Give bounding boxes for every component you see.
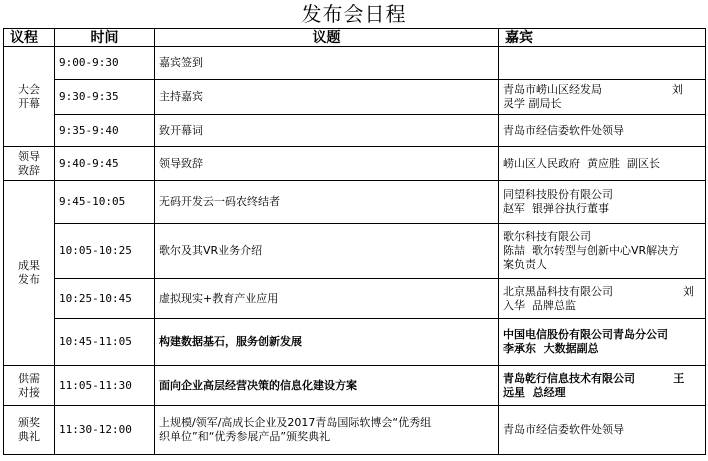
topic-cell: 构建数据基石，服务创新发展 bbox=[155, 319, 499, 366]
time-cell: 9:35-9:40 bbox=[55, 115, 155, 147]
guest-line: 李承东 大数据副总 bbox=[503, 342, 599, 355]
guest-cell bbox=[499, 406, 706, 455]
header-time: 时间 bbox=[55, 29, 155, 47]
guest-line: 远星 总经理 bbox=[503, 385, 566, 399]
session-label: 供需 bbox=[18, 371, 40, 385]
session-label: 领导 bbox=[18, 149, 40, 163]
guest-line: 案负责人 bbox=[503, 258, 547, 271]
guest-cell bbox=[499, 80, 706, 115]
guest-line: 同望科技股份有限公司 bbox=[503, 188, 613, 201]
header-topic: 议题 bbox=[155, 29, 499, 47]
session-label: 典礼 bbox=[18, 430, 40, 443]
table-header-row bbox=[4, 29, 706, 47]
topic-cell: 歌尔及其VR业务介绍 bbox=[155, 224, 499, 279]
guest-cell bbox=[499, 224, 706, 279]
session-cell bbox=[4, 406, 55, 455]
session-label: 颁奖 bbox=[18, 416, 40, 429]
table-row bbox=[4, 319, 706, 366]
session-cell bbox=[4, 181, 55, 366]
session-label: 发布 bbox=[18, 273, 40, 286]
time-cell: 9:30-9:35 bbox=[55, 80, 155, 115]
session-label: 成果 bbox=[18, 259, 40, 272]
guest-cell bbox=[499, 319, 706, 366]
session-label: 开幕 bbox=[18, 96, 40, 110]
table-row bbox=[4, 366, 706, 406]
topic-line: 织单位”和“优秀参展产品”颁奖典礼 bbox=[159, 430, 331, 443]
time-cell: 11:30-12:00 bbox=[55, 406, 155, 455]
guest-line: 陈喆 歌尔转型与创新中心VR解决方 bbox=[503, 244, 680, 257]
table-row bbox=[4, 80, 706, 115]
topic-cell: 无码开发云一码农终结者 bbox=[155, 181, 499, 224]
time-cell: 10:25-10:45 bbox=[55, 279, 155, 319]
topic-cell: 嘉宾签到 bbox=[155, 47, 499, 80]
table-row bbox=[4, 279, 706, 319]
session-cell bbox=[4, 147, 55, 181]
table-row bbox=[4, 406, 706, 455]
guest-line: 赵军 银弹谷执行董事 bbox=[503, 202, 609, 215]
guest-line: 青岛市经信委软件处领导 bbox=[503, 423, 624, 436]
header-session: 议程 bbox=[4, 29, 55, 47]
guest-line: 青岛市崂山区经发局 刘 bbox=[503, 83, 683, 96]
topic-cell: 面向企业高层经营决策的信息化建设方案 bbox=[155, 366, 499, 406]
session-cell bbox=[4, 47, 55, 147]
guest-line: 北京黑晶科技有限公司 刘 bbox=[503, 284, 694, 298]
topic-cell: 致开幕词 bbox=[155, 115, 499, 147]
table-row bbox=[4, 147, 706, 181]
guest-cell bbox=[499, 181, 706, 224]
guest-cell bbox=[499, 366, 706, 406]
topic-line: 上规模/领军/高成长企业及2017青岛国际软博会“优秀组 bbox=[159, 416, 432, 429]
guest-line: 入华 品牌总监 bbox=[503, 298, 576, 312]
table-row bbox=[4, 47, 706, 80]
guest-line: 青岛市经信委软件处领导 bbox=[503, 123, 624, 137]
session-label: 致辞 bbox=[18, 163, 40, 177]
time-cell: 9:00-9:30 bbox=[55, 47, 155, 80]
table-row bbox=[4, 115, 706, 147]
time-cell: 10:45-11:05 bbox=[55, 319, 155, 366]
guest-line: 青岛乾行信息技术有限公司 王 bbox=[503, 371, 685, 385]
table-row bbox=[4, 224, 706, 279]
guest-line: 歌尔科技有限公司 bbox=[503, 230, 591, 243]
schedule-table bbox=[3, 28, 706, 455]
guest-line: 灵学 副局长 bbox=[503, 97, 562, 110]
session-label: 对接 bbox=[18, 385, 40, 399]
topic-cell: 主持嘉宾 bbox=[155, 80, 499, 115]
header-guest: 嘉宾 bbox=[499, 29, 706, 47]
guest-line: 崂山区人民政府 黄应胜 副区长 bbox=[503, 156, 660, 170]
guest-line: 中国电信股份有限公司青岛分公司 bbox=[503, 328, 668, 341]
session-cell bbox=[4, 366, 55, 406]
guest-cell bbox=[499, 115, 706, 147]
session-label: 大会 bbox=[18, 82, 40, 96]
topic-cell: 虚拟现实+教育产业应用 bbox=[155, 279, 499, 319]
table-row bbox=[4, 181, 706, 224]
topic-cell: 领导致辞 bbox=[155, 147, 499, 181]
time-cell: 11:05-11:30 bbox=[55, 366, 155, 406]
guest-cell bbox=[499, 47, 706, 80]
time-cell: 9:45-10:05 bbox=[55, 181, 155, 224]
guest-cell bbox=[499, 279, 706, 319]
time-cell: 9:40-9:45 bbox=[55, 147, 155, 181]
guest-cell bbox=[499, 147, 706, 181]
time-cell: 10:05-10:25 bbox=[55, 224, 155, 279]
topic-cell bbox=[155, 406, 499, 455]
page-title: 发布会日程 bbox=[301, 2, 407, 26]
